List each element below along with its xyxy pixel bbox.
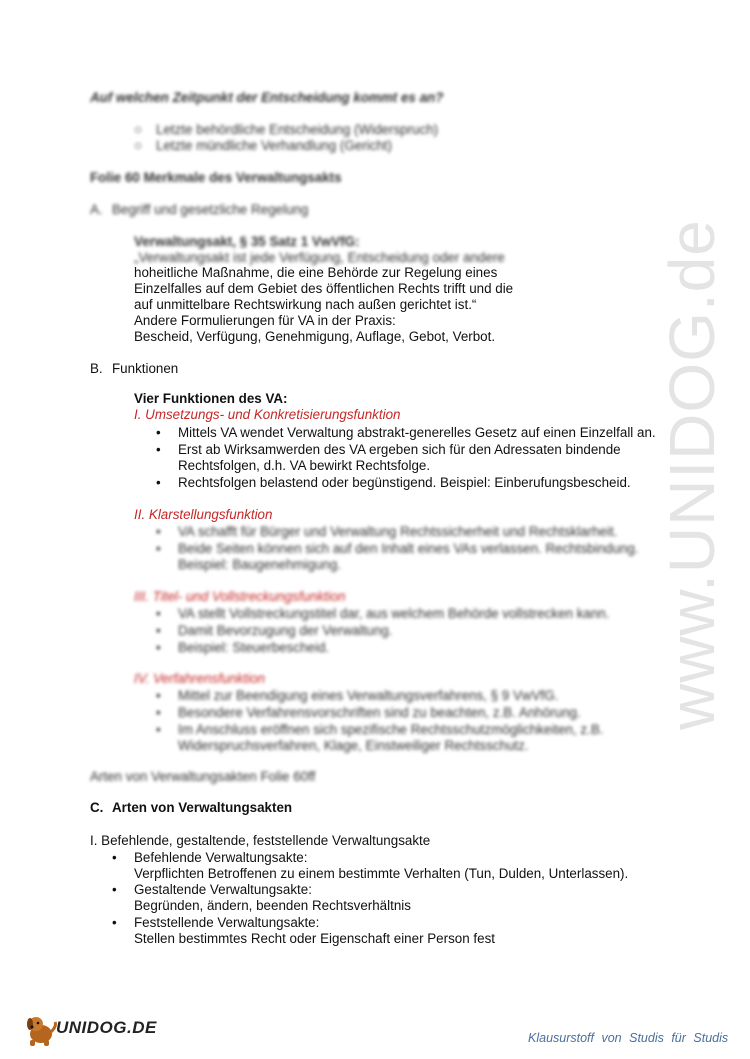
section-a-title: Begriff und gesetzliche Regelung	[112, 202, 309, 217]
bullet-icon: •	[156, 705, 161, 720]
list-item: Damit Bevorzugung der Verwaltung.	[178, 623, 393, 638]
definition-line: auf unmittelbare Rechtswirkung nach außen gerichtet ist.“	[134, 297, 477, 312]
bullet-icon: •	[156, 623, 161, 638]
section-b-label: B.	[90, 361, 103, 376]
watermark: www.UNIDOG.de	[656, 219, 728, 730]
list-item-text: Begründen, ändern, beenden Rechtsverhältnis	[134, 898, 411, 913]
definition-title: Verwaltungsakt, § 35 Satz 1 VwVfG:	[134, 234, 360, 249]
bullet-icon: •	[156, 425, 161, 440]
definition-line: Bescheid, Verfügung, Genehmigung, Auflage, Gebot, Verbot.	[134, 329, 496, 344]
bullet-icon: •	[156, 524, 161, 539]
list-item: Rechtsfolgen, d.h. VA bewirkt Rechtsfolge.	[178, 458, 431, 473]
bullet-icon: •	[156, 640, 161, 655]
list-item: Erst ab Wirksamwerden des VA ergeben sich für den Adressaten bindende	[178, 442, 621, 457]
list-item: Beispiel: Steuerbescheid.	[178, 640, 330, 655]
list-item: VA stellt Vollstreckungstitel dar, aus welchem Behörde vollstrecken kann.	[178, 606, 610, 621]
function-3-title: III. Titel- und Vollstreckungsfunktion	[134, 589, 346, 604]
question-item: Letzte behördliche Entscheidung (Widerspruch)	[156, 122, 439, 137]
function-1-title: I. Umsetzungs- und Konkretisierungsfunktion	[134, 407, 401, 422]
list-item-head: Feststellende Verwaltungsakte:	[134, 915, 320, 930]
list-item: VA schafft für Bürger und Verwaltung Rechtssicherheit und Rechtsklarheit.	[178, 524, 618, 539]
bullet-icon: •	[156, 606, 161, 621]
list-item: Mittel zur Beendigung eines Verwaltungsverfahrens, § 9 VwVfG.	[178, 688, 559, 703]
list-item: Mittels VA wendet Verwaltung abstrakt-generelles Gesetz auf einen Einzelfall an.	[178, 425, 656, 440]
bullet-icon: •	[112, 882, 117, 897]
list-item: Beispiel: Baugenehmigung.	[178, 557, 342, 572]
function-4-title: IV. Verfahrensfunktion	[134, 671, 266, 686]
arten-reference: Arten von Verwaltungsakten Folie 60ff	[90, 769, 316, 784]
bullet-icon: •	[156, 688, 161, 703]
definition-line: Andere Formulierungen für VA in der Praxis:	[134, 313, 396, 328]
folie-heading: Folie 60 Merkmale des Verwaltungsakts	[90, 170, 342, 185]
bullet-icon: •	[156, 442, 161, 457]
footer-tagline: Klausurstoff von Studis für Studis	[528, 1031, 729, 1045]
circle-bullet-icon: ○	[134, 122, 143, 137]
list-item-head: Befehlende Verwaltungsakte:	[134, 850, 308, 865]
logo-text: UNIDOG.DE	[56, 1018, 157, 1037]
list-item: Widerspruchsverfahren, Klage, Einstweiliger Rechtsschutz.	[178, 738, 529, 753]
section-c-label: C.	[90, 800, 104, 815]
circle-bullet-icon: ○	[134, 138, 143, 153]
functions-subtitle: Vier Funktionen des VA:	[134, 391, 288, 406]
question-heading: Auf welchen Zeitpunkt der Entscheidung kommt es an?	[90, 90, 444, 105]
list-item: Im Anschluss eröffnen sich spezifische Rechtsschutzmöglichkeiten, z.B.	[178, 722, 604, 737]
bullet-icon: •	[112, 850, 117, 865]
list-item: Beide Seiten können sich auf den Inhalt eines VAs verlassen. Rechtsbindung.	[178, 541, 639, 556]
bullet-icon: •	[112, 915, 117, 930]
definition-line: Einzelfalles auf dem Gebiet des öffentlichen Rechts trifft und die	[134, 281, 514, 296]
section-a-label: A.	[90, 202, 103, 217]
bullet-icon: •	[156, 722, 161, 737]
definition-line: „Verwaltungsakt ist jede Verfügung, Entscheidung oder andere	[134, 250, 505, 265]
section-c-intro: I. Befehlende, gestaltende, feststellende Verwaltungsakte	[90, 833, 431, 848]
list-item-head: Gestaltende Verwaltungsakte:	[134, 882, 312, 897]
list-item-text: Stellen bestimmtes Recht oder Eigenschaft einer Person fest	[134, 931, 495, 946]
function-2-title: II. Klarstellungsfunktion	[134, 507, 273, 522]
list-item: Rechtsfolgen belastend oder begünstigend. Beispiel: Einberufungsbescheid.	[178, 475, 631, 490]
dog-icon	[24, 1012, 58, 1048]
list-item-text: Verpflichten Betroffenen zu einem bestimmte Verhalten (Tun, Dulden, Unterlassen).	[134, 866, 629, 881]
unidog-logo[interactable]	[24, 1012, 157, 1048]
list-item: Besondere Verfahrensvorschriften sind zu beachten, z.B. Anhörung.	[178, 705, 581, 720]
definition-line: hoheitliche Maßnahme, die eine Behörde zur Regelung eines	[134, 265, 498, 280]
section-b-title: Funktionen	[112, 361, 179, 376]
bullet-icon: •	[156, 475, 161, 490]
question-item: Letzte mündliche Verhandlung (Gericht)	[156, 138, 392, 153]
section-c-title: Arten von Verwaltungsakten	[112, 800, 293, 815]
bullet-icon: •	[156, 541, 161, 556]
